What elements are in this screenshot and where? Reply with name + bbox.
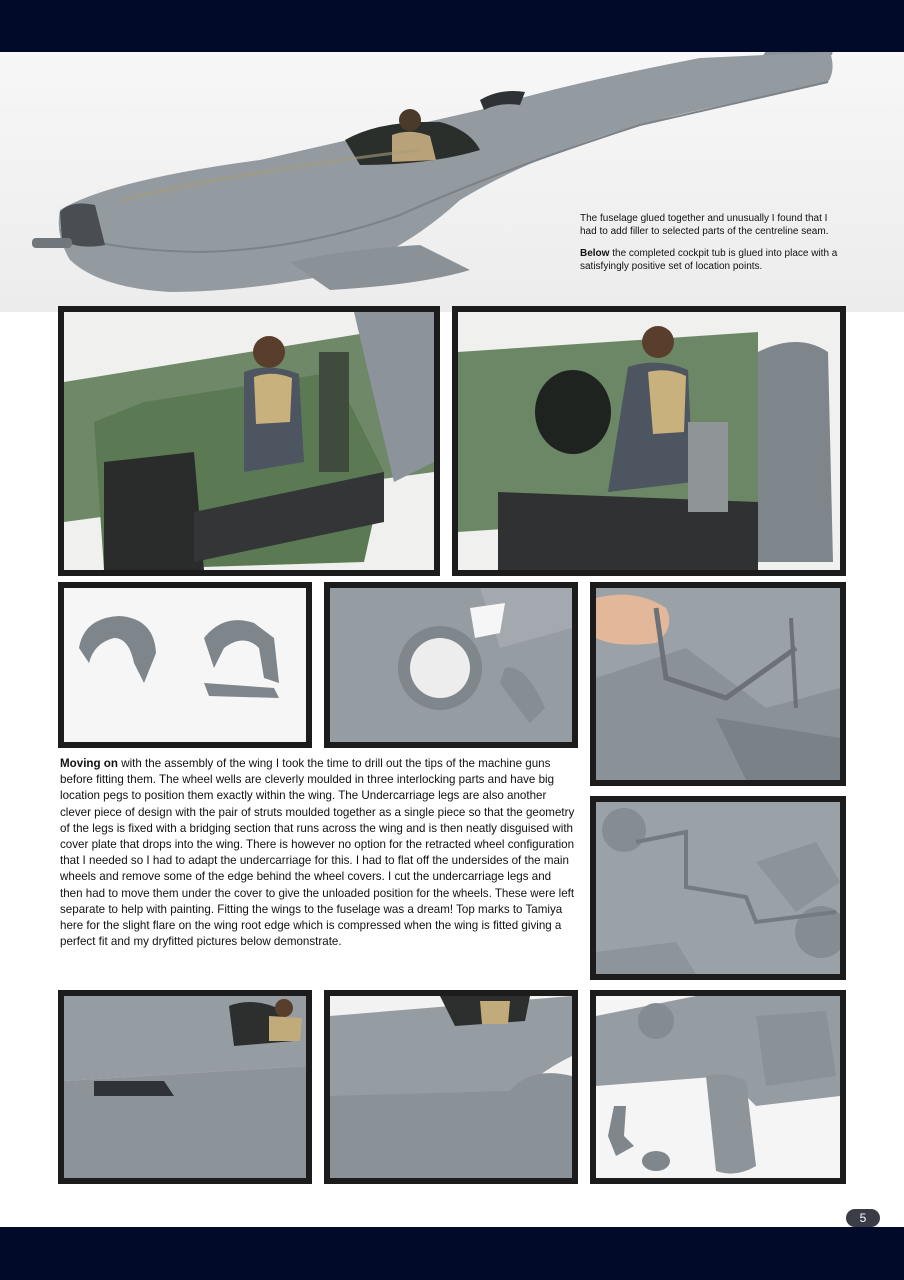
photo-caption — [580, 213, 845, 283]
dryfit-photo-left — [58, 990, 312, 1184]
wing-underside-photo — [590, 796, 846, 980]
cockpit-photo-left — [58, 306, 440, 576]
caption-below-rest: the completed cockpit tub is glued into place with a satisfyingly positive set of location points. — [580, 248, 838, 272]
caption-below-paragraph — [580, 248, 845, 273]
article-body — [60, 756, 575, 950]
wheel-well-parts-photo — [58, 582, 312, 748]
caption-top-paragraph: The fuselage glued together and unusually I found that I had to add filler to selected parts of the centreline seam. — [580, 213, 829, 237]
caption-below-lead: Below — [580, 248, 610, 259]
page-number: 5 — [846, 1209, 880, 1227]
dryfit-photo-right — [590, 990, 846, 1184]
cockpit-photo-right — [452, 306, 846, 576]
wheel-well-fitted-photo — [324, 582, 578, 748]
bottom-banner — [0, 1227, 904, 1280]
body-lead: Moving on — [60, 757, 118, 770]
top-banner — [0, 0, 904, 52]
body-text: with the assembly of the wing I took the time to drill out the tips of the machine guns before fitting them. The wheel wells are cleverly moulded in three interlocking parts and have big location pegs to position them exactly within the wing. The Undercarriage legs are also another clever piece of design with the pair of struts moulded together as a single piece so that the geometry of the legs is fixed with a bridging section that runs across the wing and is then neatly disguised with cover plate that drops into the wing. There is however no option for the retracted wheel configuration that I needed so I had to adapt the undercarriage for this. I had to flat off the undersides of the main wheels and remove some of the edge behind the wheel covers. I cut the undercarriage legs and then had to move them under the cover to give the unloaded position for the wheels. These were left separate to help with painting. Fitting the wings to the fuselage was a dream! Top marks to Tamiya here for the slight flare on the wing root edge which is compressed when the wing is fitted giving a perfect fit and my dryfitted pictures below demonstrate. — [60, 757, 575, 949]
dryfit-photo-centre — [324, 990, 578, 1184]
undercarriage-leg-photo — [590, 582, 846, 786]
